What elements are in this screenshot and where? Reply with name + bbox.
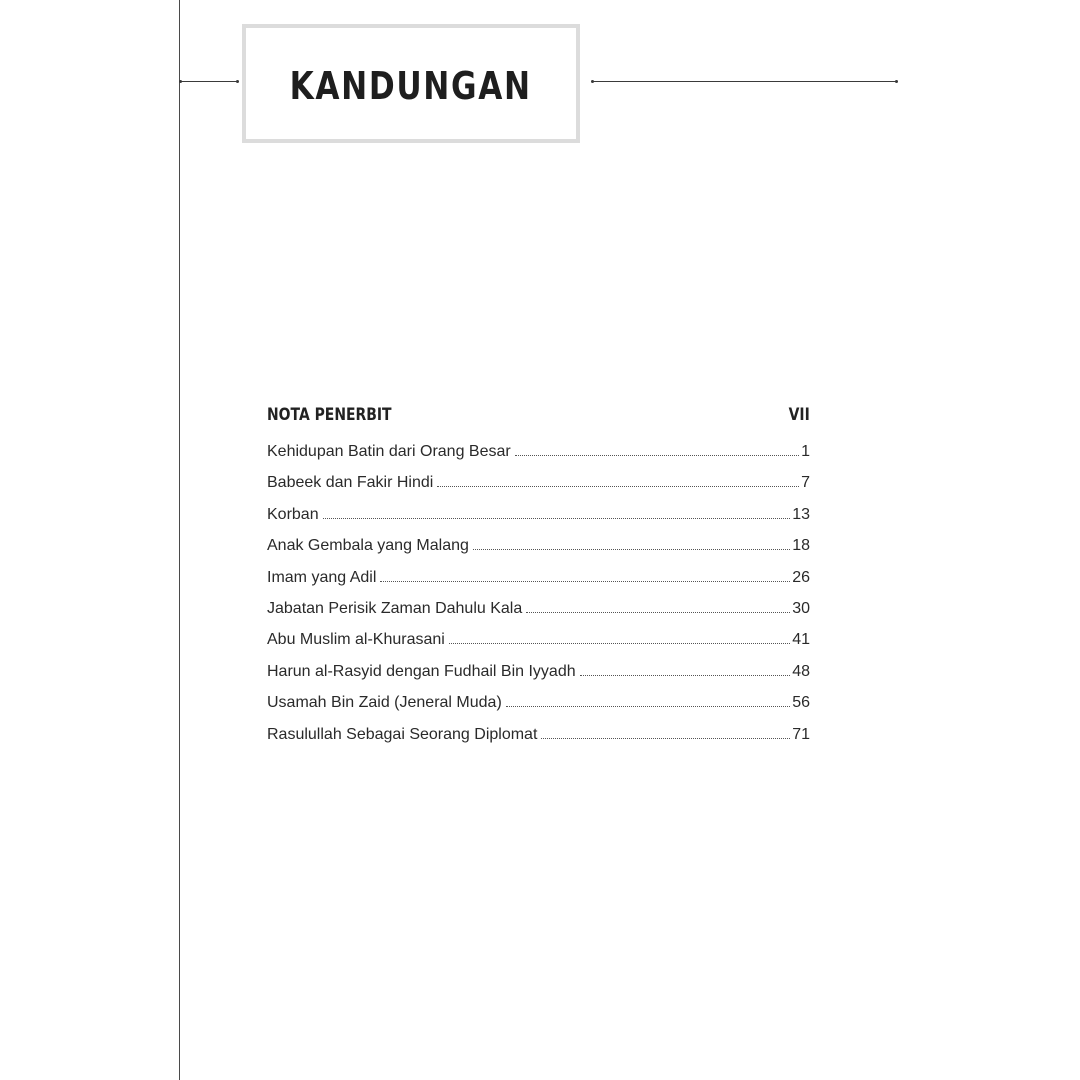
dot-leader bbox=[515, 455, 799, 456]
toc-header-row[interactable] bbox=[267, 400, 810, 430]
heading-rule-left bbox=[180, 81, 238, 82]
dot-leader bbox=[506, 706, 790, 707]
toc-entry[interactable] bbox=[267, 474, 810, 505]
toc-entry-title: Rasulullah Sebagai Seorang Diplomat bbox=[267, 725, 538, 743]
toc-entry[interactable] bbox=[267, 600, 810, 631]
toc-entry-page: 30 bbox=[792, 599, 810, 617]
heading-rule-right bbox=[592, 81, 897, 82]
dot-leader bbox=[449, 643, 790, 644]
toc-header-label: NOTA PENERBIT bbox=[267, 405, 392, 425]
toc-entry[interactable] bbox=[267, 631, 810, 662]
toc-entry-page: 56 bbox=[792, 694, 810, 712]
rule-dot bbox=[591, 80, 594, 83]
rule-dot bbox=[179, 80, 182, 83]
toc-entry-title: Imam yang Adil bbox=[267, 568, 377, 586]
toc-header-page: VII bbox=[788, 405, 810, 425]
toc-entry-page: 71 bbox=[792, 725, 810, 743]
toc-entry[interactable] bbox=[267, 694, 810, 725]
dot-leader bbox=[437, 486, 799, 487]
toc-entry[interactable] bbox=[267, 506, 810, 537]
dot-leader bbox=[473, 549, 790, 550]
toc-entry-page: 13 bbox=[792, 505, 810, 523]
toc-entry-page: 48 bbox=[792, 662, 810, 680]
title-frame bbox=[242, 24, 580, 143]
toc-entry[interactable] bbox=[267, 663, 810, 694]
toc-entry[interactable] bbox=[267, 443, 810, 474]
toc-entry-title: Jabatan Perisik Zaman Dahulu Kala bbox=[267, 599, 523, 617]
page-title: KANDUNGAN bbox=[289, 63, 533, 108]
toc-entry-title: Abu Muslim al-Khurasani bbox=[267, 631, 445, 649]
dot-leader bbox=[526, 612, 790, 613]
toc-entry-title: Anak Gembala yang Malang bbox=[267, 537, 469, 555]
toc-entry-title: Usamah Bin Zaid (Jeneral Muda) bbox=[267, 694, 502, 712]
table-of-contents bbox=[267, 400, 810, 757]
toc-entry-page: 18 bbox=[792, 537, 810, 555]
rule-dot bbox=[895, 80, 898, 83]
dot-leader bbox=[580, 675, 791, 676]
toc-entry[interactable] bbox=[267, 726, 810, 757]
rule-dot bbox=[236, 80, 239, 83]
dot-leader bbox=[380, 581, 790, 582]
toc-entry-page: 7 bbox=[801, 474, 810, 492]
toc-entry-title: Harun al-Rasyid dengan Fudhail Bin Iyyadh bbox=[267, 662, 576, 680]
toc-entry-page: 1 bbox=[801, 443, 810, 460]
toc-entry-page: 26 bbox=[792, 568, 810, 586]
toc-entry[interactable] bbox=[267, 537, 810, 568]
toc-entry-title: Babeek dan Fakir Hindi bbox=[267, 474, 434, 492]
toc-entry-page: 41 bbox=[792, 631, 810, 649]
left-margin-rule bbox=[179, 0, 180, 1080]
dot-leader bbox=[541, 738, 790, 739]
toc-entry[interactable] bbox=[267, 569, 810, 600]
dot-leader bbox=[323, 518, 791, 519]
toc-entry-title: Kehidupan Batin dari Orang Besar bbox=[267, 443, 511, 460]
toc-entry-title: Korban bbox=[267, 505, 319, 523]
